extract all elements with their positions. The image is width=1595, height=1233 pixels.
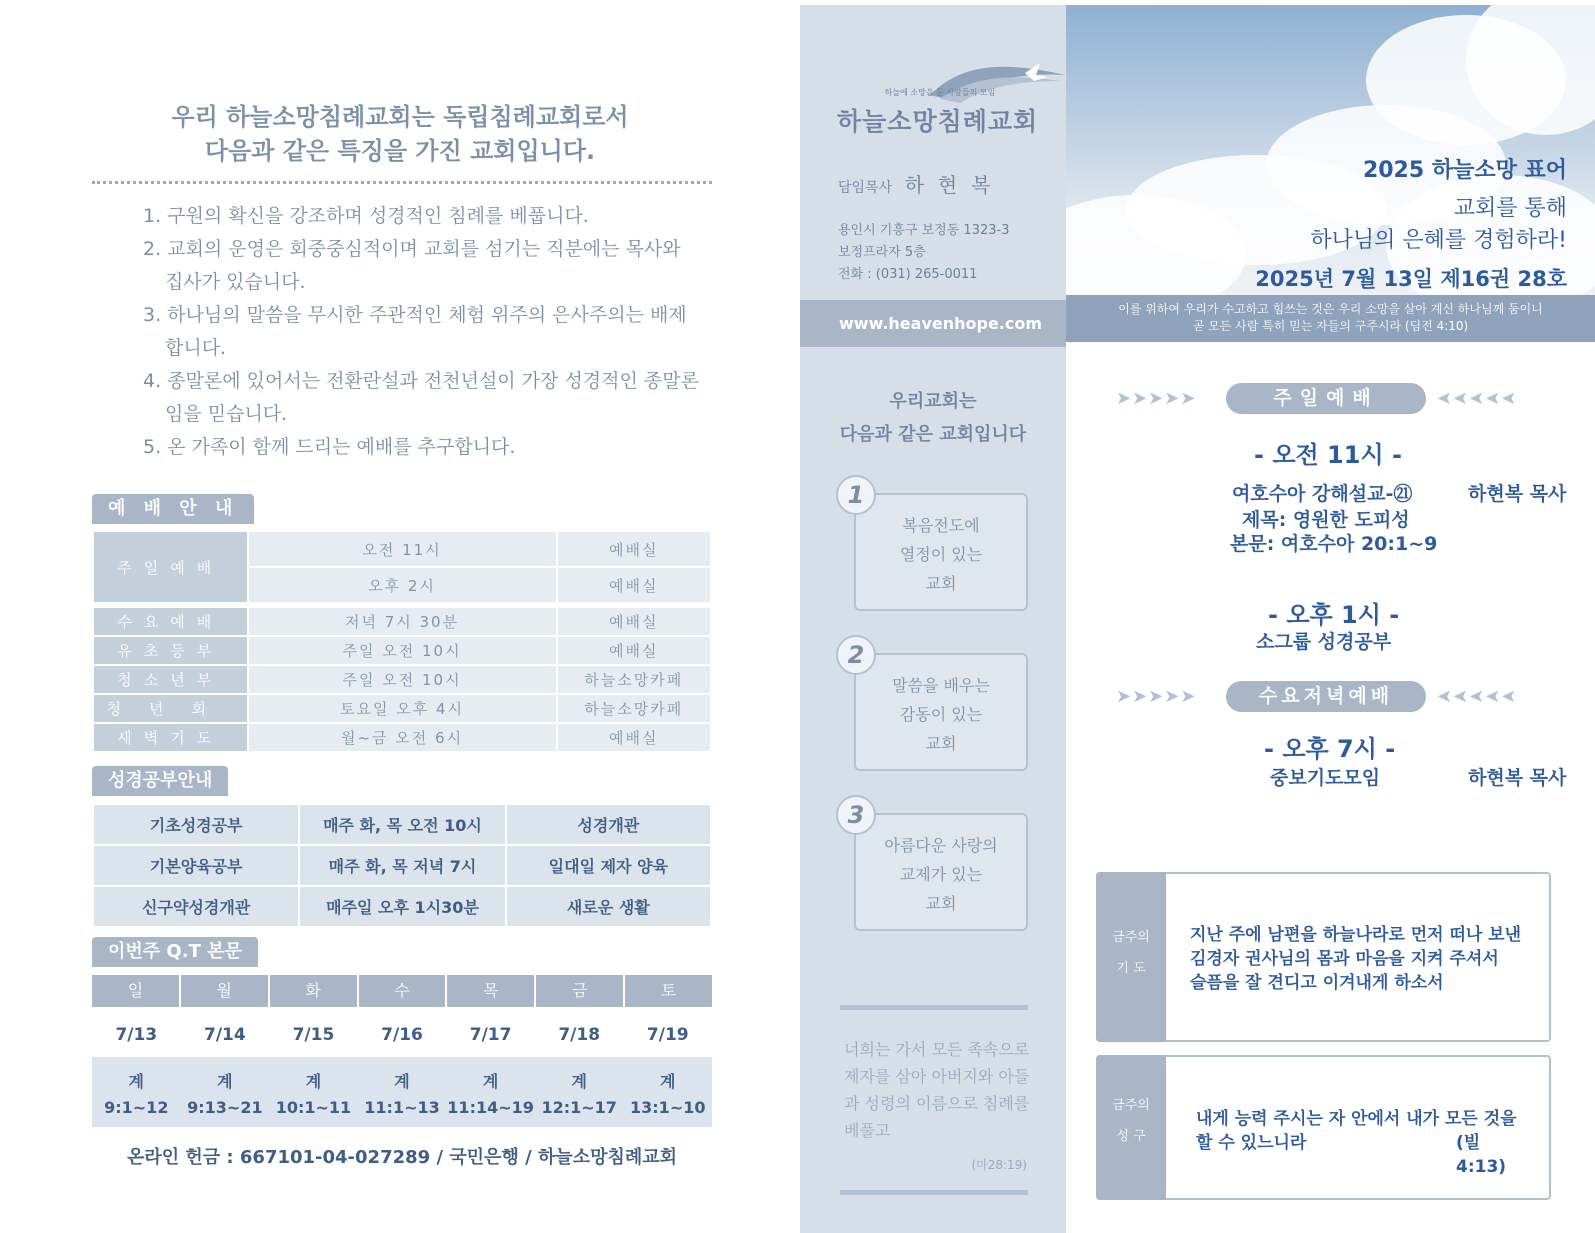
qt-book: 계 [128,1072,145,1091]
afternoon-event: 소그룹 성경공부 [1256,631,1392,653]
card-number-badge: 2 [836,635,876,675]
value-card [854,653,1028,771]
sermon-series: 여호수아 강해설교-㉑ [1232,483,1413,505]
pastor-name: 하현복 [904,173,1005,197]
worship-time: 오전 11시 [248,531,557,567]
worship-place: 하늘소망카페 [557,694,712,723]
address-line: 보정프라자 5층 [838,245,926,260]
qt-day: 금 [536,975,625,1007]
feature-item: 5. 온 가족이 함께 드리는 예배를 추구합니다. [143,436,516,458]
qt-table [92,975,712,1127]
morning-service-time: - 오전 11시 - [1254,441,1402,469]
title-line: 다음과 같은 교회입니다 [839,424,1027,445]
arrow-decoration-icon: ➤➤➤➤➤ [1116,388,1197,409]
study-time: 매주 화, 목 저녁 7시 [299,845,505,886]
worship-category: 수요예배 [93,607,248,636]
qt-day: 일 [92,975,181,1007]
qt-verse: 12:1~17 [541,1098,617,1117]
divider-line [840,1005,1028,1010]
arrow-decoration-icon: ➤➤➤➤➤ [1436,388,1517,409]
qt-book: 계 [217,1072,233,1091]
qt-verse: 9:1~12 [104,1098,169,1117]
worship-time: 월~금 오전 6시 [248,723,557,752]
worship-place: 예배실 [557,636,712,665]
qt-book: 계 [571,1072,587,1091]
sermon-text: 본문: 여호수아 20:1~9 [1230,533,1438,555]
tag-line: 기 도 [1116,961,1146,976]
commission-verse: 너희는 가서 모든 족속으로 제자를 삼아 아버지와 아들과 성령의 이름으로 침례를 베풀고 [844,1040,1030,1140]
card-line: 교제가 있는 [899,865,983,884]
intro-line-1: 우리 하늘소망침례교회는 독립침례교회로서 [171,103,629,131]
verse-tag [1096,1055,1166,1200]
qt-book: 계 [305,1072,322,1091]
worship-guide-tag: 예 배 안 내 [92,494,254,524]
pastor-info [838,169,1005,198]
card-line: 감동이 있는 [899,705,983,724]
theme-verse-line: 곧 모든 사람 특히 믿는 자들의 구주시라 (딤전 4:10) [1192,319,1469,333]
card-line: 복음전도에 [902,516,980,535]
qt-day: 화 [270,975,359,1007]
feature-item: 1. 구원의 확신을 강조하며 성경적인 침례를 베풉니다. [143,205,589,227]
intro-line-2: 다음과 같은 특징을 가진 교회입니다. [204,137,596,165]
motto-line: 하나님의 은혜를 경험하라! [1310,228,1567,253]
sermon-title: 제목: 영원한 도피성 [1242,509,1410,531]
study-topic: 일대일 제자 양육 [506,845,711,886]
wednesday-service-time: - 오후 7시 - [1264,735,1396,763]
study-name: 기본양육공부 [93,845,299,886]
title-line: 우리교회는 [889,391,977,412]
value-card [854,493,1028,611]
worship-time: 오후 2시 [248,567,557,603]
worship-place: 예배실 [557,531,712,567]
study-time: 매주 화, 목 오전 10시 [299,804,505,845]
afternoon-service-time: - 오후 1시 - [1268,601,1400,629]
wednesday-event: 중보기도모임 [1270,767,1381,789]
card-number-badge: 3 [836,795,876,835]
weekly-verse [1196,1107,1517,1177]
wednesday-preacher: 하현복 목사 [1468,767,1567,789]
card-line: 교회 [925,894,957,913]
bible-study-tag: 성경공부안내 [92,766,228,796]
qt-date: 7/16 [381,1025,423,1045]
feature-item: 2. 교회의 운영은 회중중심적이며 교회를 섬기는 직분에는 목사와 집사가 있습니다. [143,238,681,293]
qt-date: 7/15 [292,1025,335,1045]
card-line: 아름다운 사랑의 [884,836,998,855]
study-time: 매주일 오후 1시30분 [299,886,505,927]
qt-verse: 13:1~10 [630,1098,706,1117]
worship-place: 예배실 [557,607,712,636]
prayer-line: 김경자 권사님의 몸과 마음을 지켜 주셔서 [1190,949,1499,969]
qt-day: 목 [447,975,536,1007]
verse-text: 할 수 있느니라 [1196,1133,1307,1153]
worship-category: 주일예배 [93,531,248,603]
church-values-title [800,385,1066,451]
preacher-name: 하현복 목사 [1468,483,1567,505]
qt-day: 토 [660,981,677,1000]
divider-line [840,1190,1028,1195]
logo-tagline: 하늘에 소망을 둔 사람들의 모임 [884,88,996,97]
qt-book: 계 [660,1072,676,1091]
weekly-prayer [1190,923,1521,995]
tag-line: 금주의 [1112,1098,1150,1113]
worship-table [92,530,712,753]
qt-reference-row [92,1057,712,1127]
qt-book: 계 [482,1072,499,1091]
worship-place: 예배실 [557,723,712,752]
card-line: 열정이 있는 [899,545,983,564]
address-line: 용인시 기흥구 보정동 1323-3 [838,223,1010,238]
prayer-line: 지난 주에 남편을 하늘나라로 먼저 떠나 보낸 [1190,925,1522,945]
pastor-label: 담임목사 [838,180,893,196]
worship-category: 청소년부 [93,665,248,694]
qt-reference [269,1057,358,1127]
study-name: 신구약성경개관 [93,886,299,927]
qt-verse: 11:1~13 [364,1098,440,1117]
qt-reference [535,1057,624,1127]
worship-time: 주일 오전 10시 [248,636,557,665]
qt-date: 7/14 [204,1025,246,1045]
qt-verse: 9:13~21 [187,1098,263,1117]
bible-study-table [92,803,712,928]
wednesday-service-pill: 수요저녁예배 [1226,681,1426,712]
worship-time: 토요일 오후 4시 [248,694,557,723]
prayer-line: 슬픔을 잘 견디고 이겨내게 하소서 [1190,973,1444,993]
qt-day: 월 [181,975,270,1007]
qt-date: 7/13 [115,1025,158,1045]
verse-line [1196,1131,1517,1177]
card-line: 교회 [925,574,957,593]
qt-reference [358,1057,447,1127]
qt-verse: 11:14~19 [447,1098,534,1117]
issue-date: 2025년 7월 13일 제16권 28호 [1255,267,1567,291]
theme-verse-bar [1066,295,1595,342]
tag-line: 성 구 [1116,1129,1146,1144]
church-address [838,220,1009,286]
worship-category: 청년회 [93,694,248,723]
qt-reference [92,1057,181,1127]
arrow-decoration-icon: ➤➤➤➤➤ [1116,686,1197,707]
intro-heading [90,100,710,168]
prayer-tag [1096,872,1166,1042]
worship-time: 저녁 7시 30분 [248,607,557,636]
qt-tag: 이번주 Q.T 본문 [92,937,258,967]
card-number-badge: 1 [836,475,876,515]
worship-place: 하늘소망카페 [557,665,712,694]
sky-banner [1066,5,1595,295]
qt-date: 7/18 [558,1025,601,1045]
middle-panel [800,5,1066,1233]
qt-reference [623,1057,712,1127]
qt-day-row [92,975,712,1007]
study-name: 기초성경공부 [93,804,299,845]
card-line: 교회 [925,734,957,753]
arrow-decoration-icon: ➤➤➤➤➤ [1436,686,1517,707]
motto-line: 교회를 통해 [1453,196,1567,221]
worship-place: 예배실 [557,567,712,603]
qt-reference [181,1057,270,1127]
worship-category: 새벽기도 [93,723,248,752]
qt-date-row [92,1007,712,1057]
motto-title: 2025 하늘소망 표어 [1362,158,1567,183]
phone-number: 전화 : (031) 265-0011 [838,267,978,282]
value-card [854,813,1028,931]
verse-line: 내게 능력 주시는 자 안에서 내가 모든 것을 [1196,1109,1517,1129]
feature-item: 3. 하나님의 말씀을 무시한 주관적인 체험 위주의 은사주의는 배제합니다. [143,304,687,359]
sunday-service-pill: 주일예배 [1226,383,1426,414]
worship-time: 주일 오전 10시 [248,665,557,694]
dotted-divider [92,181,712,184]
qt-book: 계 [394,1072,410,1091]
qt-day: 수 [359,975,448,1007]
card-line: 말씀을 배우는 [892,676,990,695]
qt-reference [446,1057,535,1127]
qt-verse: 10:1~11 [275,1098,352,1117]
qt-date: 7/17 [469,1025,512,1045]
study-topic: 새로운 생활 [506,886,711,927]
verse-reference: (빌 4:13) [1456,1133,1507,1177]
church-name: 하늘소망침례교회 [837,107,1039,136]
online-offering: 온라인 헌금 : 667101-04-027289 / 국민은행 / 하늘소망침례교회 [126,1147,678,1168]
study-topic: 성경개관 [506,804,711,845]
theme-verse-line: 이를 위하여 우리가 수고하고 힘쓰는 것은 우리 소망을 살아 계신 하나님께 둠이니 [1118,302,1543,316]
qt-date: 7/19 [646,1025,689,1045]
right-panel [1066,5,1595,1233]
worship-category: 유초등부 [93,636,248,665]
feature-list [143,200,703,464]
website-link[interactable]: www.heavenhope.com [800,300,1066,347]
tag-line: 금주의 [1112,930,1150,945]
feature-item: 4. 종말론에 있어서는 전환란설과 전천년설이 가장 성경적인 종말론임을 믿습니다. [143,370,699,425]
commission-verse-reference: (마28:19) [971,1158,1027,1172]
